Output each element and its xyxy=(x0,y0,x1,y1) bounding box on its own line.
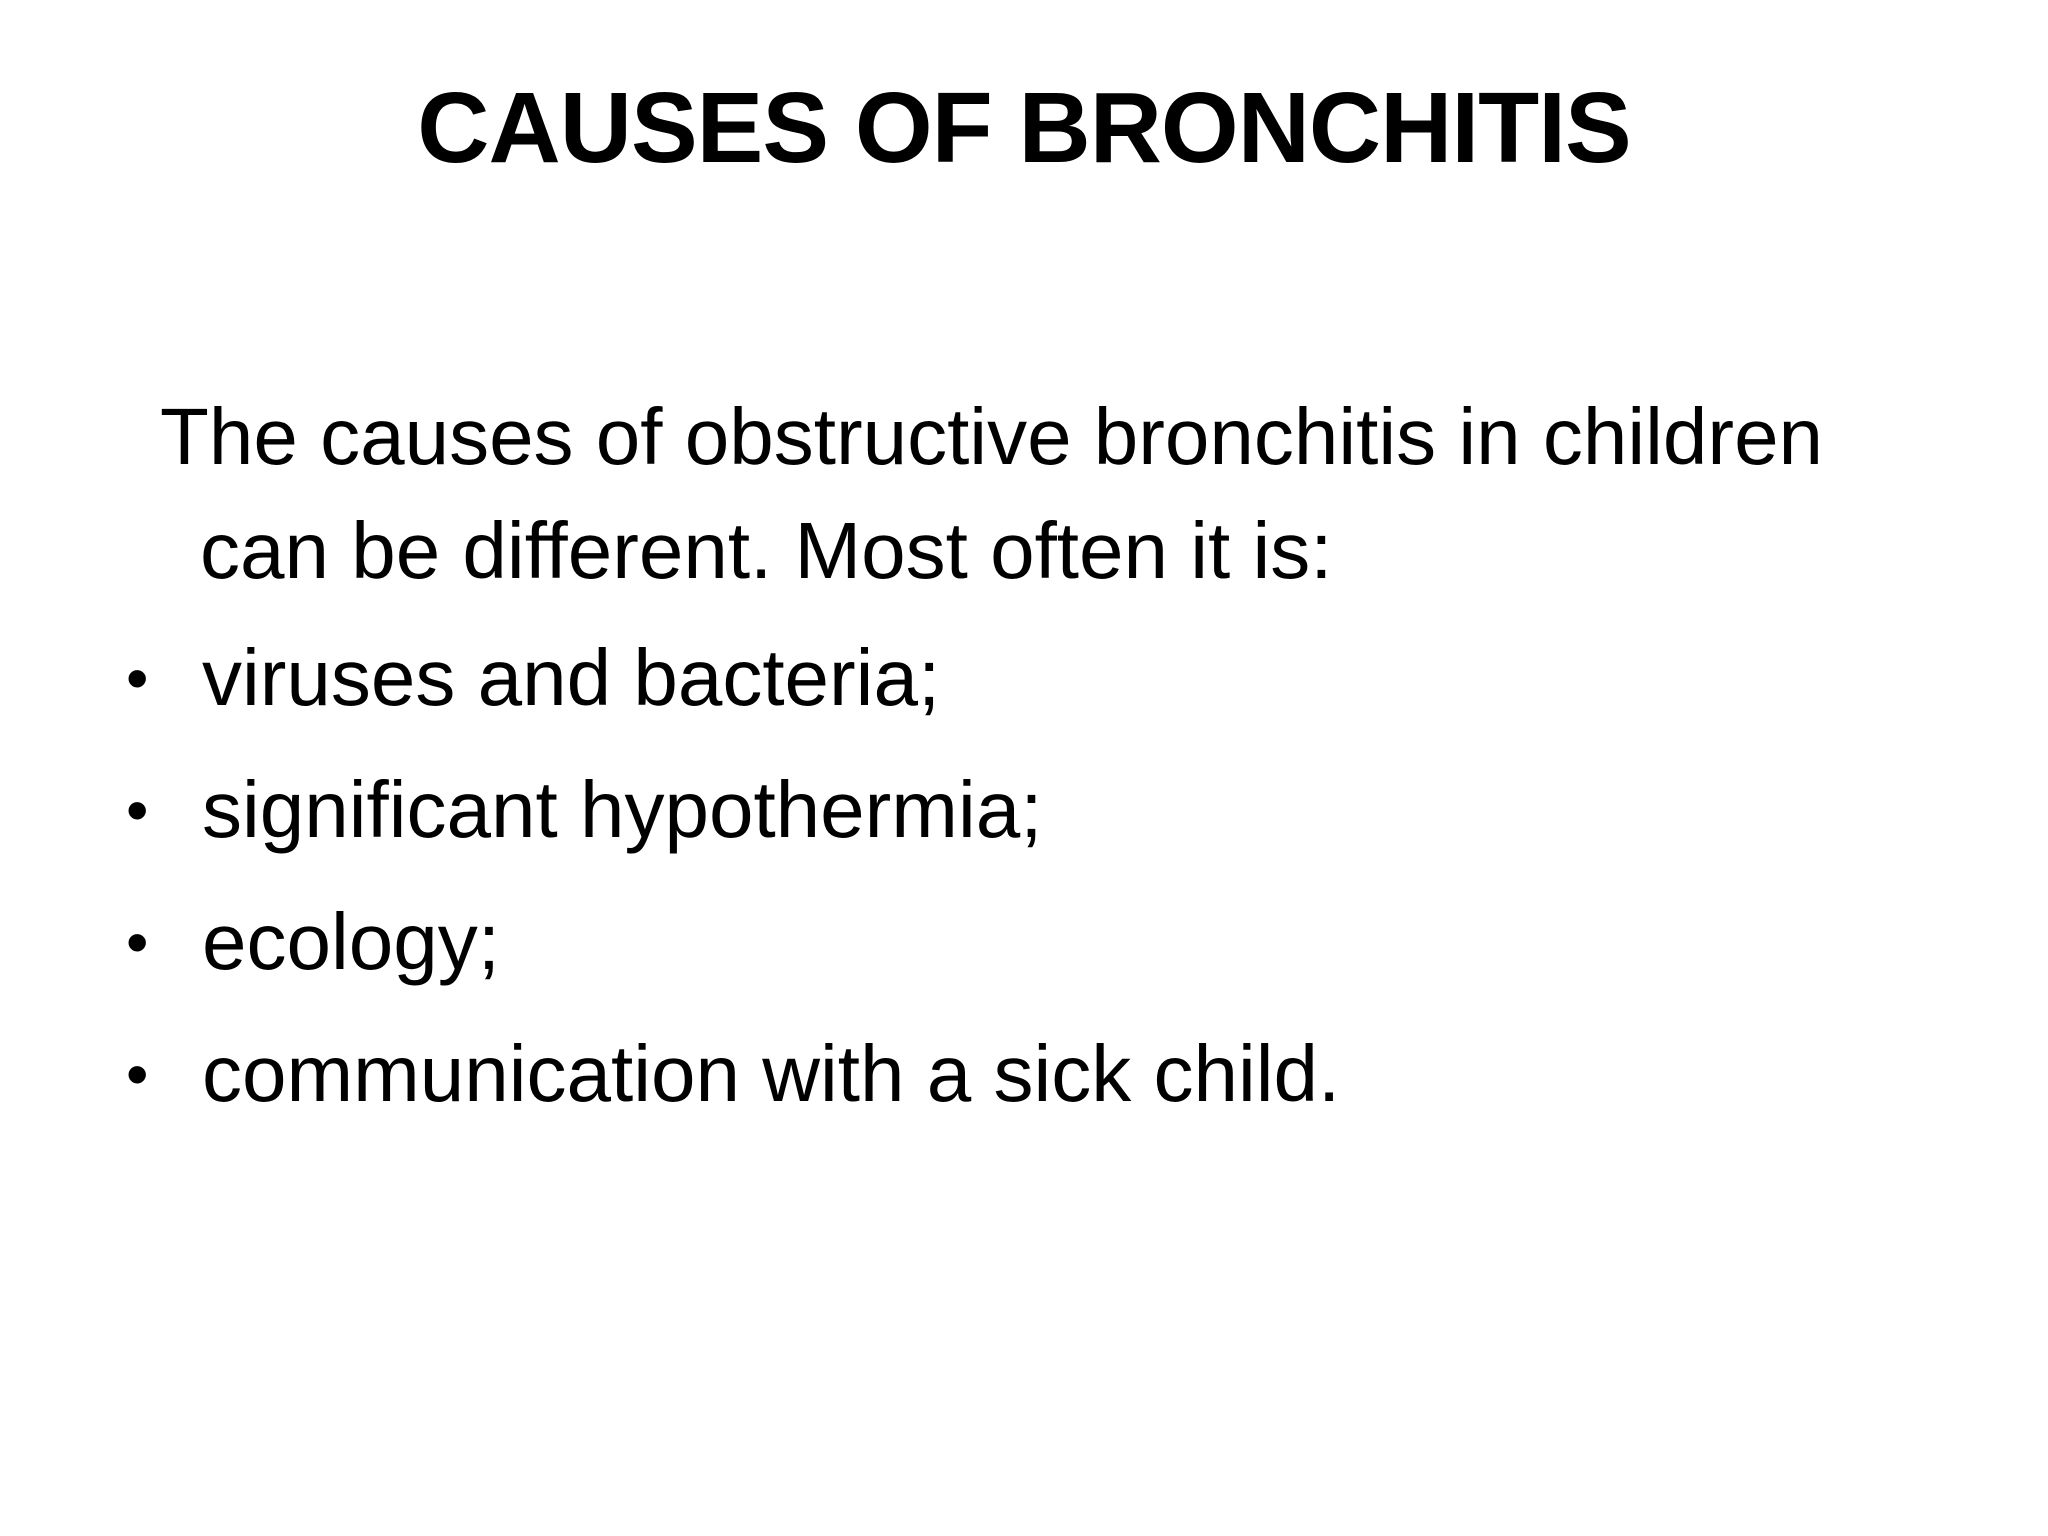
list-item xyxy=(120,876,1920,1008)
list-item xyxy=(120,612,1920,744)
bullet-icon: • xyxy=(126,906,149,978)
bullet-icon: • xyxy=(126,1038,149,1110)
intro-line-2: can be different. Most often it is: xyxy=(200,506,1333,595)
bullet-icon: • xyxy=(126,642,149,714)
slide-title: CAUSES OF BRONCHITIS xyxy=(417,72,1631,184)
list-item-text: significant hypothermia; xyxy=(202,765,1043,854)
intro-paragraph xyxy=(160,380,1920,608)
intro-line-1: The causes of obstructive bronchitis in children xyxy=(160,392,1824,481)
bullet-icon: • xyxy=(126,774,149,846)
causes-list xyxy=(120,612,1920,1140)
list-item-text: viruses and bacteria; xyxy=(202,633,941,722)
list-item-text: ecology; xyxy=(202,897,500,986)
list-item-text: communication with a sick child. xyxy=(202,1029,1341,1118)
list-item xyxy=(120,1008,1920,1140)
list-item xyxy=(120,744,1920,876)
